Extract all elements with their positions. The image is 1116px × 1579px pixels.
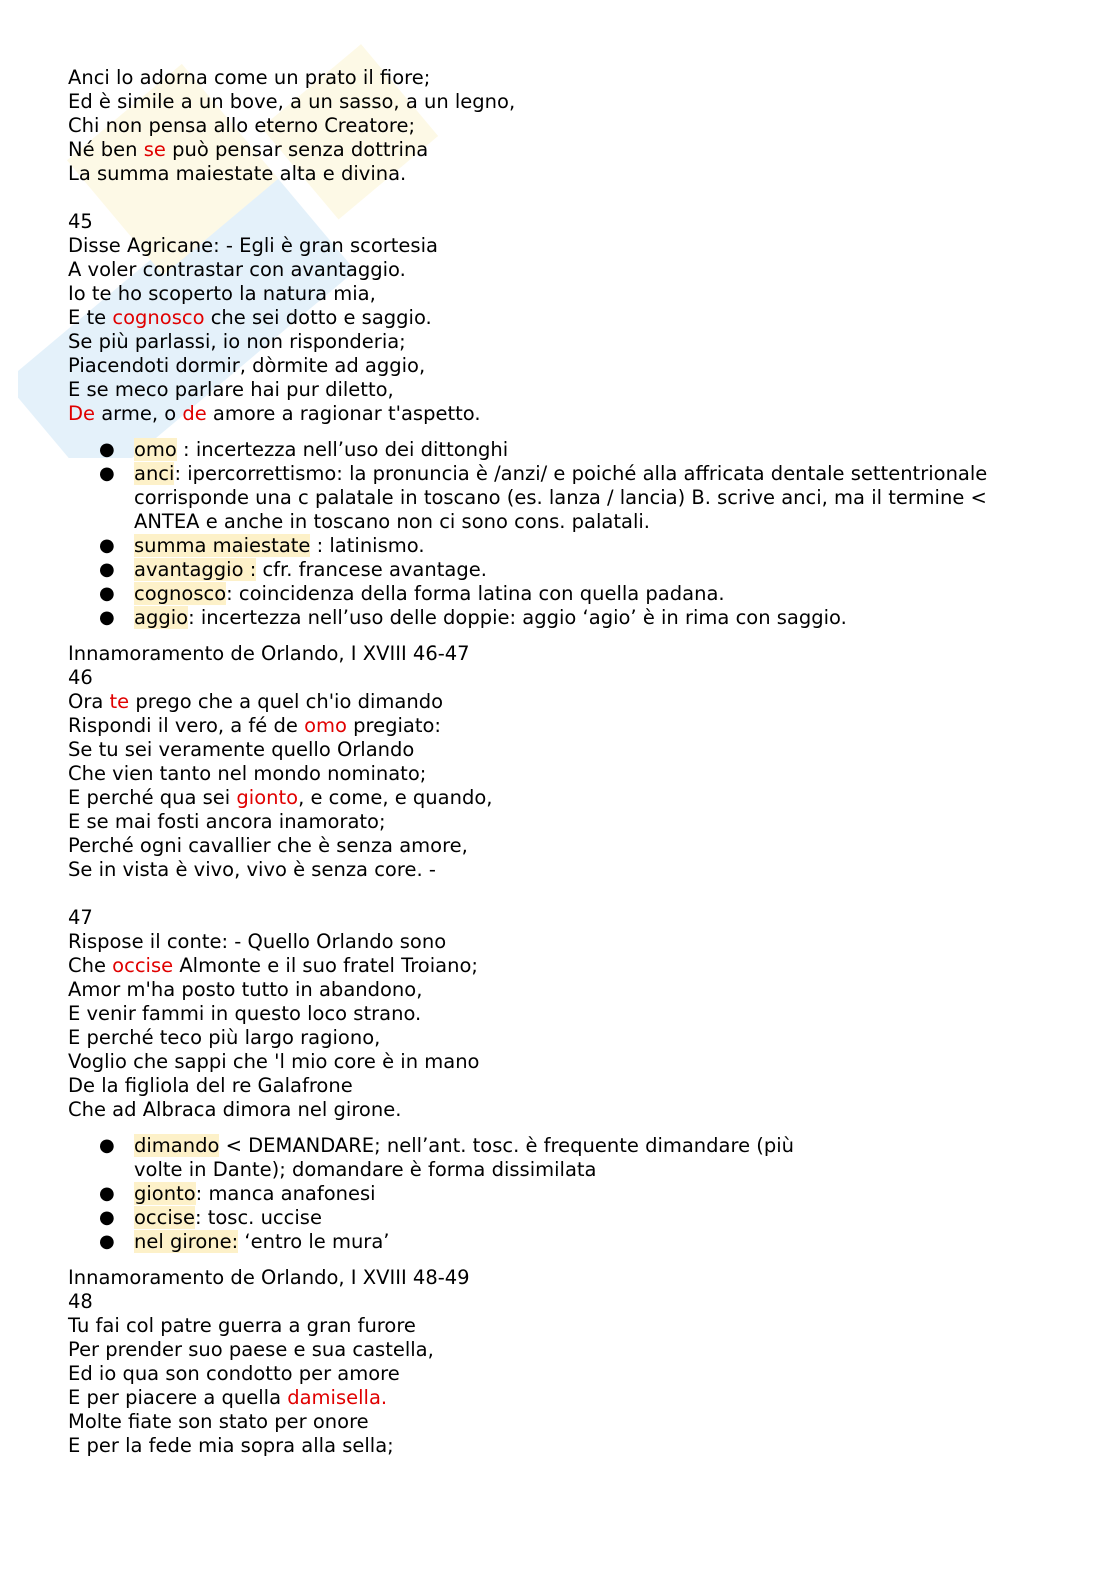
verse-text: può pensar senza dottrina (165, 138, 429, 161)
note-text: : coincidenza della forma latina con quella padana. (226, 582, 725, 605)
verse-text: Ora (68, 690, 110, 713)
verse-line (68, 810, 1058, 834)
bullet-icon: ● (99, 439, 115, 460)
verse-text: E perché qua sei (68, 786, 237, 809)
verse-line (68, 738, 1058, 762)
verse-text: E te (68, 306, 113, 329)
stanza-number-45: 45 (68, 210, 93, 233)
verse-text: prego che a quel ch'io dimando (129, 690, 444, 713)
highlighted-word: de (182, 402, 207, 425)
verse-line (68, 1050, 1058, 1074)
verse-line (68, 1026, 1058, 1050)
verse-line (68, 354, 1058, 378)
note-text: ‘entro le mura’ (238, 1230, 390, 1253)
stanza-number-47: 47 (68, 906, 93, 929)
verse-text: Amor m'ha posto tutto in abandono, (68, 978, 423, 1001)
verse-line (68, 762, 1058, 786)
verse-line (68, 234, 1058, 258)
stanza-number-46: 46 (68, 666, 93, 689)
note-text: cfr. francese avantage. (256, 558, 487, 581)
poem-block-intro (68, 66, 1058, 186)
bullet-icon: ● (99, 1135, 115, 1156)
note-text: : incertezza nell’uso dei dittonghi (176, 438, 509, 461)
note-item (68, 606, 1058, 630)
bullet-icon: ● (99, 607, 115, 628)
verse-line (68, 66, 1058, 90)
verse-line (68, 378, 1058, 402)
verse-text: Né ben (68, 138, 144, 161)
bullet-icon: ● (99, 1207, 115, 1228)
bullet-icon: ● (99, 463, 115, 484)
note-text: : manca anafonesi (195, 1182, 376, 1205)
verse-line (68, 282, 1058, 306)
note-item (68, 534, 1058, 558)
verse-line (68, 306, 1058, 330)
note-item (68, 1134, 1058, 1182)
verse-text: La summa maiestate alta e divina. (68, 162, 407, 185)
verse-text: E per piacere a quella (68, 1386, 288, 1409)
verse-text: che sei dotto e saggio. (204, 306, 432, 329)
note-term: avantaggio : (134, 558, 257, 581)
verse-text: E se mai fosti ancora inamorato; (68, 810, 386, 833)
verse-line (68, 258, 1058, 282)
note-item (68, 582, 1058, 606)
note-item (68, 558, 1058, 582)
stanza-number-48: 48 (68, 1290, 93, 1313)
bullet-icon: ● (99, 559, 115, 580)
section-heading-48-49: Innamoramento de Orlando, I XVIII 48-49 (68, 1266, 470, 1289)
verse-text: Se tu sei veramente quello Orlando (68, 738, 415, 761)
note-term: anci (134, 462, 175, 485)
note-term: aggio (134, 606, 189, 629)
stanza-47 (68, 930, 1058, 1122)
verse-text: Ed è simile a un bove, a un sasso, a un legno, (68, 90, 516, 113)
verse-line (68, 714, 1058, 738)
verse-text: A voler contrastar con avantaggio. (68, 258, 406, 281)
verse-line (68, 954, 1058, 978)
verse-text: Ed io qua son condotto per amore (68, 1362, 400, 1385)
bullet-icon: ● (99, 583, 115, 604)
verse-text: Anci lo adorna come un prato il fiore; (68, 66, 431, 89)
verse-line (68, 1338, 1058, 1362)
verse-line (68, 138, 1058, 162)
verse-line (68, 978, 1058, 1002)
section-heading-46-47: Innamoramento de Orlando, I XVIII 46-47 (68, 642, 470, 665)
verse-line (68, 858, 1058, 882)
verse-line (68, 930, 1058, 954)
verse-text: Almonte e il suo fratel Troiano; (173, 954, 478, 977)
note-term: summa maiestate (134, 534, 311, 557)
verse-text: Molte fiate son stato per onore (68, 1410, 369, 1433)
verse-text: , e come, e quando, (298, 786, 493, 809)
verse-text: E per la fede mia sopra alla sella; (68, 1434, 394, 1457)
verse-text: Io te ho scoperto la natura mia, (68, 282, 376, 305)
bullet-icon: ● (99, 1183, 115, 1204)
note-item (68, 462, 1058, 534)
stanza-46 (68, 690, 1058, 882)
verse-text: Piacendoti dormir, dòrmite ad aggio, (68, 354, 426, 377)
verse-text: Che ad Albraca dimora nel girone. (68, 1098, 402, 1121)
bullet-icon: ● (99, 535, 115, 556)
document-page (68, 66, 1058, 1458)
highlighted-word: cognosco (112, 306, 205, 329)
notes-list-1 (68, 438, 1058, 630)
note-term: gionto (134, 1182, 196, 1205)
note-text: < DEMANDARE; nell’ant. tosc. è frequente dimandare (più volte in Dante); domandare è forma dissimilata (134, 1134, 795, 1181)
note-item (68, 1230, 1058, 1254)
verse-text: Rispondi il vero, a fé de (68, 714, 305, 737)
verse-line (68, 1074, 1058, 1098)
highlighted-word: te (109, 690, 130, 713)
stanza-48 (68, 1314, 1058, 1458)
highlighted-word: damisella. (287, 1386, 388, 1409)
verse-text: Che (68, 954, 113, 977)
verse-text: Rispose il conte: - Quello Orlando sono (68, 930, 447, 953)
highlighted-word: se (143, 138, 166, 161)
verse-text: Tu fai col patre guerra a gran furore (68, 1314, 416, 1337)
verse-line (68, 330, 1058, 354)
verse-line (68, 1002, 1058, 1026)
verse-text: E perché teco più largo ragiono, (68, 1026, 381, 1049)
verse-text: Voglio che sappi che 'l mio core è in mano (68, 1050, 480, 1073)
note-text: : ipercorrettismo: la pronuncia è /anzi/ e poiché alla affricata dentale settentrionale corrisponde una c palatale in toscano (es. lanza / lancia) B. scrive anci, ma il termine < ANTEA e anche in toscano non ci sono cons. palatali. (134, 462, 988, 533)
verse-text: E venir fammi in questo loco strano. (68, 1002, 422, 1025)
verse-text: Che vien tanto nel mondo nominato; (68, 762, 427, 785)
verse-line (68, 114, 1058, 138)
verse-line (68, 90, 1058, 114)
verse-text: amore a ragionar t'aspetto. (206, 402, 481, 425)
note-term: cognosco (134, 582, 227, 605)
verse-line (68, 1410, 1058, 1434)
verse-text: E se meco parlare hai pur diletto, (68, 378, 394, 401)
note-item (68, 438, 1058, 462)
stanza-45 (68, 234, 1058, 426)
note-term: occise (134, 1206, 195, 1229)
notes-list-2 (68, 1134, 1058, 1254)
verse-text: Per prender suo paese e sua castella, (68, 1338, 434, 1361)
verse-line (68, 786, 1058, 810)
verse-line (68, 1314, 1058, 1338)
verse-line (68, 1098, 1058, 1122)
verse-text: Chi non pensa allo eterno Creatore; (68, 114, 416, 137)
verse-line (68, 834, 1058, 858)
highlighted-word: omo (304, 714, 347, 737)
highlighted-word: De (68, 402, 96, 425)
verse-line (68, 162, 1058, 186)
note-term: dimando (134, 1134, 220, 1157)
verse-text: Perché ogni cavallier che è senza amore, (68, 834, 468, 857)
verse-text: Disse Agricane: - Egli è gran scortesia (68, 234, 438, 257)
verse-line (68, 402, 1058, 426)
highlighted-word: occise (112, 954, 174, 977)
note-item (68, 1206, 1058, 1230)
verse-text: Se in vista è vivo, vivo è senza core. - (68, 858, 436, 881)
bullet-icon: ● (99, 1231, 115, 1252)
highlighted-word: gionto (236, 786, 299, 809)
verse-text: De la figliola del re Galafrone (68, 1074, 353, 1097)
note-item (68, 1182, 1058, 1206)
verse-text: arme, o (95, 402, 183, 425)
note-text: : tosc. uccise (194, 1206, 322, 1229)
note-term: omo (134, 438, 177, 461)
note-term: nel girone: (134, 1230, 239, 1253)
verse-text: Se più parlassi, io non risponderia; (68, 330, 406, 353)
verse-line (68, 1434, 1058, 1458)
note-text: : latinismo. (310, 534, 425, 557)
verse-text: pregiato: (346, 714, 441, 737)
verse-line (68, 1386, 1058, 1410)
verse-line (68, 1362, 1058, 1386)
note-text: : incertezza nell’uso delle doppie: aggio ‘agio’ è in rima con saggio. (188, 606, 847, 629)
verse-line (68, 690, 1058, 714)
